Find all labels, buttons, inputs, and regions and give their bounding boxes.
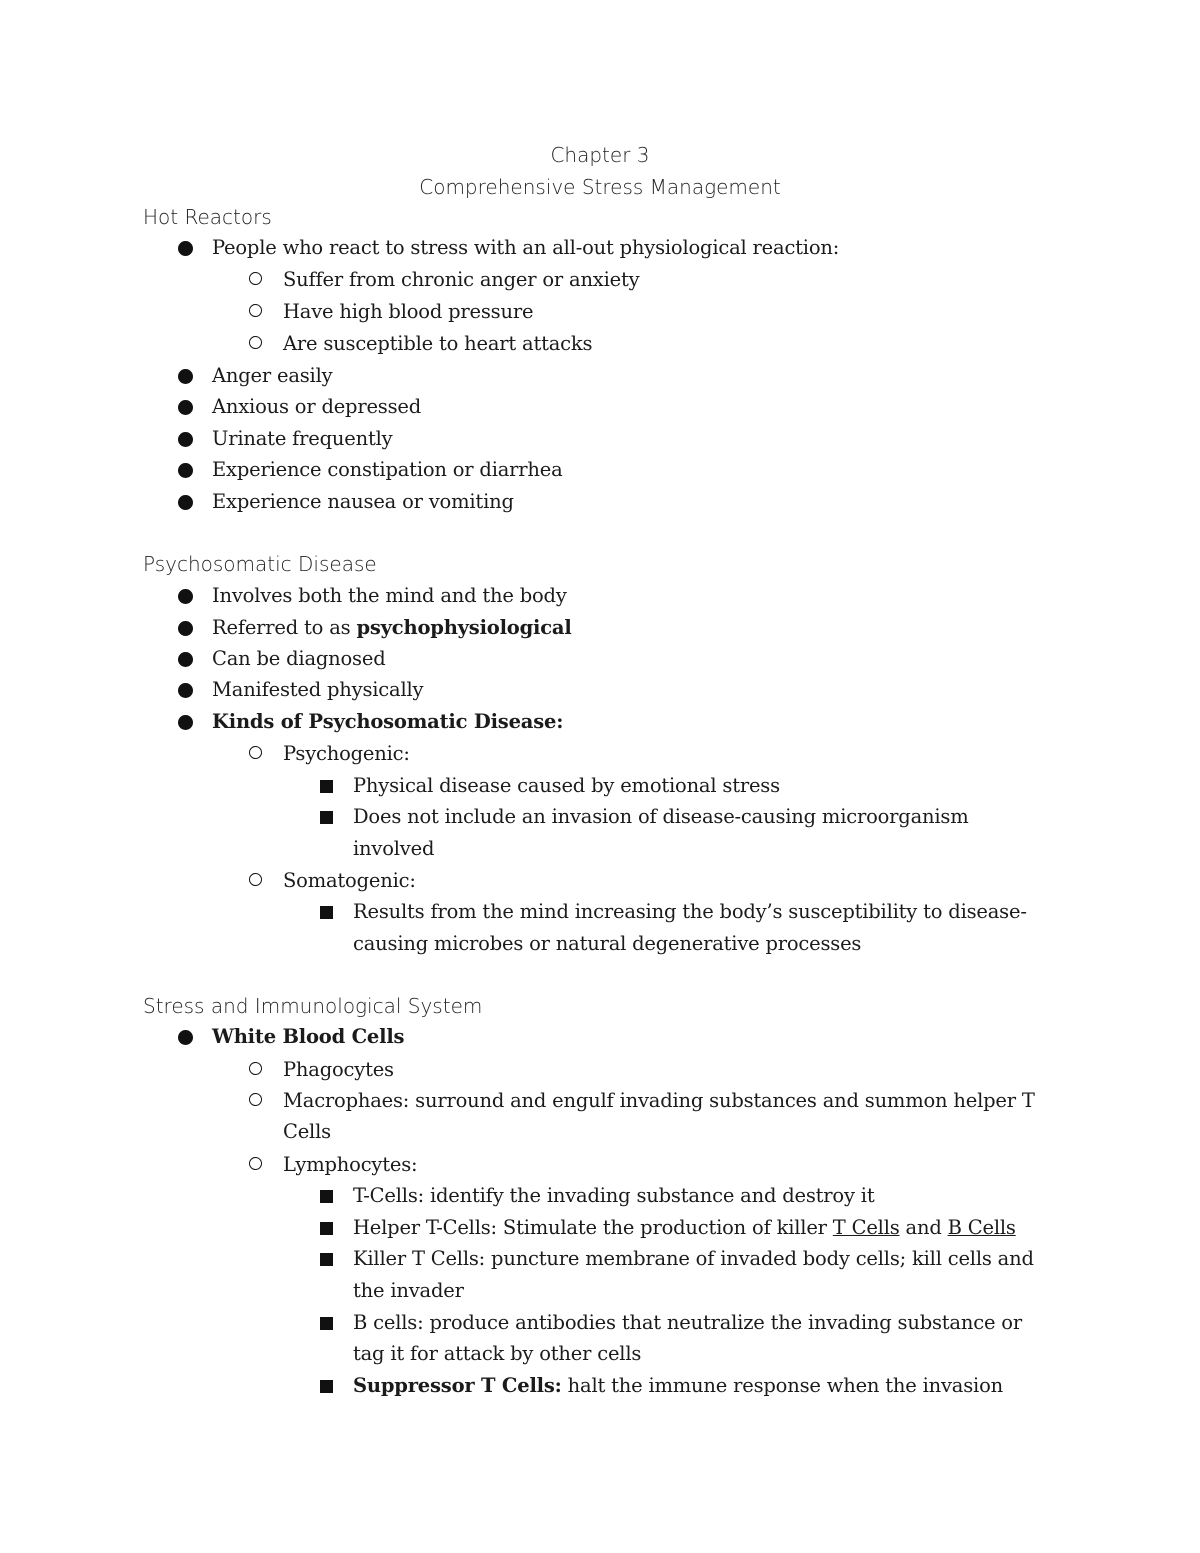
list-item: Anxious or depressed [212, 391, 421, 423]
list-item: Killer T Cells: puncture membrane of invaded body cells; kill cells and [353, 1243, 1034, 1275]
square-bullet-icon [320, 811, 333, 824]
list-item: Suppressor T Cells: halt the immune response when the invasion [353, 1370, 1003, 1402]
list-item: Urinate frequently [212, 423, 392, 455]
list-item-continuation: Cells [283, 1120, 331, 1143]
hollow-bullet-icon [249, 336, 262, 349]
list-item-continuation: tag it for attack by other cells [353, 1342, 642, 1365]
list-item: Macrophaes: surround and engulf invading substances and summon helper T [283, 1085, 1035, 1117]
square-bullet-icon [320, 906, 333, 919]
list-item: People who react to stress with an all-out physiological reaction: [212, 232, 839, 264]
filled-bullet-icon [178, 369, 193, 384]
list-item: Are susceptible to heart attacks [283, 328, 592, 360]
filled-bullet-icon [178, 432, 193, 447]
list-item: Lymphocytes: [283, 1149, 417, 1181]
square-bullet-icon [320, 1222, 333, 1235]
list-item: Physical disease caused by emotional stress [353, 770, 780, 802]
list-item: Manifested physically [212, 674, 423, 706]
list-item: B cells: produce antibodies that neutralize the invading substance or [353, 1307, 1022, 1339]
list-item-continuation: causing microbes or natural degenerative processes [353, 932, 862, 955]
square-bullet-icon [320, 1190, 333, 1203]
list-item: T-Cells: identify the invading substance and destroy it [353, 1180, 874, 1212]
list-item: Experience nausea or vomiting [212, 486, 514, 518]
page-title: Chapter 3 [550, 143, 650, 167]
square-bullet-icon [320, 1380, 333, 1393]
page-subtitle: Comprehensive Stress Management [419, 175, 781, 199]
filled-bullet-icon [178, 1030, 193, 1045]
list-item: Somatogenic: [283, 865, 416, 897]
filled-bullet-icon [178, 683, 193, 698]
filled-bullet-icon [178, 589, 193, 604]
square-bullet-icon [320, 1317, 333, 1330]
section-heading-hot-reactors: Hot Reactors [143, 205, 272, 229]
list-item: Does not include an invasion of disease-causing microorganism [353, 801, 969, 833]
hollow-bullet-icon [249, 1157, 262, 1170]
list-item: Have high blood pressure [283, 296, 533, 328]
filled-bullet-icon [178, 241, 193, 256]
square-bullet-icon [320, 1253, 333, 1266]
list-item-continuation: involved [353, 837, 435, 860]
hollow-bullet-icon [249, 272, 262, 285]
filled-bullet-icon [178, 621, 193, 636]
hollow-bullet-icon [249, 746, 262, 759]
section-heading-stress-immunological: Stress and Immunological System [143, 994, 483, 1018]
list-item-continuation: the invader [353, 1279, 464, 1302]
list-item: Results from the mind increasing the body’s susceptibility to disease- [353, 896, 1027, 928]
list-item: Kinds of Psychosomatic Disease: [212, 706, 563, 738]
list-item: Can be diagnosed [212, 643, 385, 675]
list-item: Involves both the mind and the body [212, 580, 567, 612]
filled-bullet-icon [178, 652, 193, 667]
hollow-bullet-icon [249, 1093, 262, 1106]
list-item: Experience constipation or diarrhea [212, 454, 563, 486]
filled-bullet-icon [178, 400, 193, 415]
hollow-bullet-icon [249, 873, 262, 886]
filled-bullet-icon [178, 715, 193, 730]
list-item: Suffer from chronic anger or anxiety [283, 264, 639, 296]
filled-bullet-icon [178, 495, 193, 510]
list-item: Referred to as psychophysiological [212, 612, 572, 644]
list-item: Phagocytes [283, 1054, 394, 1086]
list-item: Helper T-Cells: Stimulate the production of killer T Cells and B Cells [353, 1212, 1016, 1244]
section-heading-psychosomatic-disease: Psychosomatic Disease [143, 552, 377, 576]
list-item: Psychogenic: [283, 738, 410, 770]
filled-bullet-icon [178, 463, 193, 478]
hollow-bullet-icon [249, 304, 262, 317]
list-item: Anger easily [212, 360, 332, 392]
hollow-bullet-icon [249, 1062, 262, 1075]
list-item: White Blood Cells [212, 1021, 404, 1053]
square-bullet-icon [320, 780, 333, 793]
